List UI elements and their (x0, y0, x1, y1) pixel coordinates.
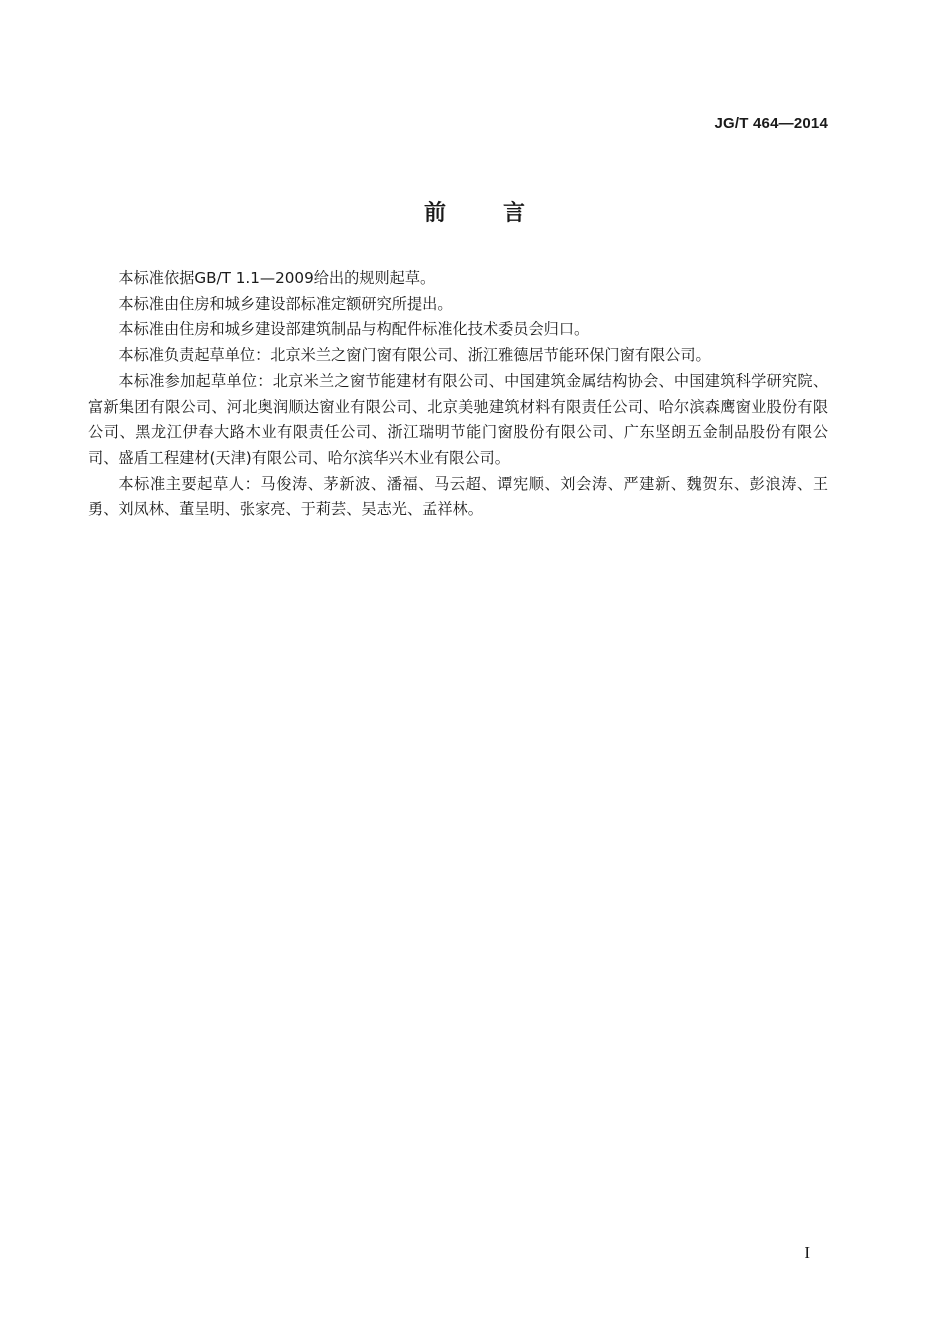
paragraph-participating-drafters: 本标准参加起草单位：北京米兰之窗节能建材有限公司、中国建筑金属结构协会、中国建筑科学研究院、富新集团有限公司、河北奥润顺达窗业有限公司、北京美驰建筑材料有限责任公司、哈尔滨森鹰窗业股份有限公司、黑龙江伊春大路木业有限责任公司、浙江瑞明节能门窗股份有限公司、广东坚朗五金制品股份有限公司、盛盾工程建材(天津)有限公司、哈尔滨华兴木业有限公司。 (88, 371, 828, 467)
paragraph-proposer: 本标准由住房和城乡建设部标准定额研究所提出。 (118, 294, 453, 313)
title-char-1: 前 (423, 201, 447, 226)
standard-code: JG/T 464—2014 (714, 115, 828, 132)
paragraph-drafting-rules: 本标准依据GB/T 1.1—2009给出的规则起草。 (118, 269, 436, 287)
foreword-body (88, 266, 828, 523)
paragraph-administrator: 本标准由住房和城乡建设部建筑制品与构配件标准化技术委员会归口。 (118, 320, 590, 339)
page-title (0, 196, 950, 227)
paragraph-main-drafters: 本标准主要起草人：马俊涛、茅新波、潘福、马云超、谭宪顺、刘会涛、严建新、魏贺东、彭浪涛、王勇、刘凤林、董呈明、张家亮、于莉芸、吴志光、孟祥林。 (88, 474, 828, 519)
title-char-2: 言 (503, 201, 527, 226)
page-number: I (804, 1243, 810, 1262)
paragraph-lead-drafters: 本标准负责起草单位：北京米兰之窗门窗有限公司、浙江雅德居节能环保门窗有限公司。 (118, 346, 711, 365)
